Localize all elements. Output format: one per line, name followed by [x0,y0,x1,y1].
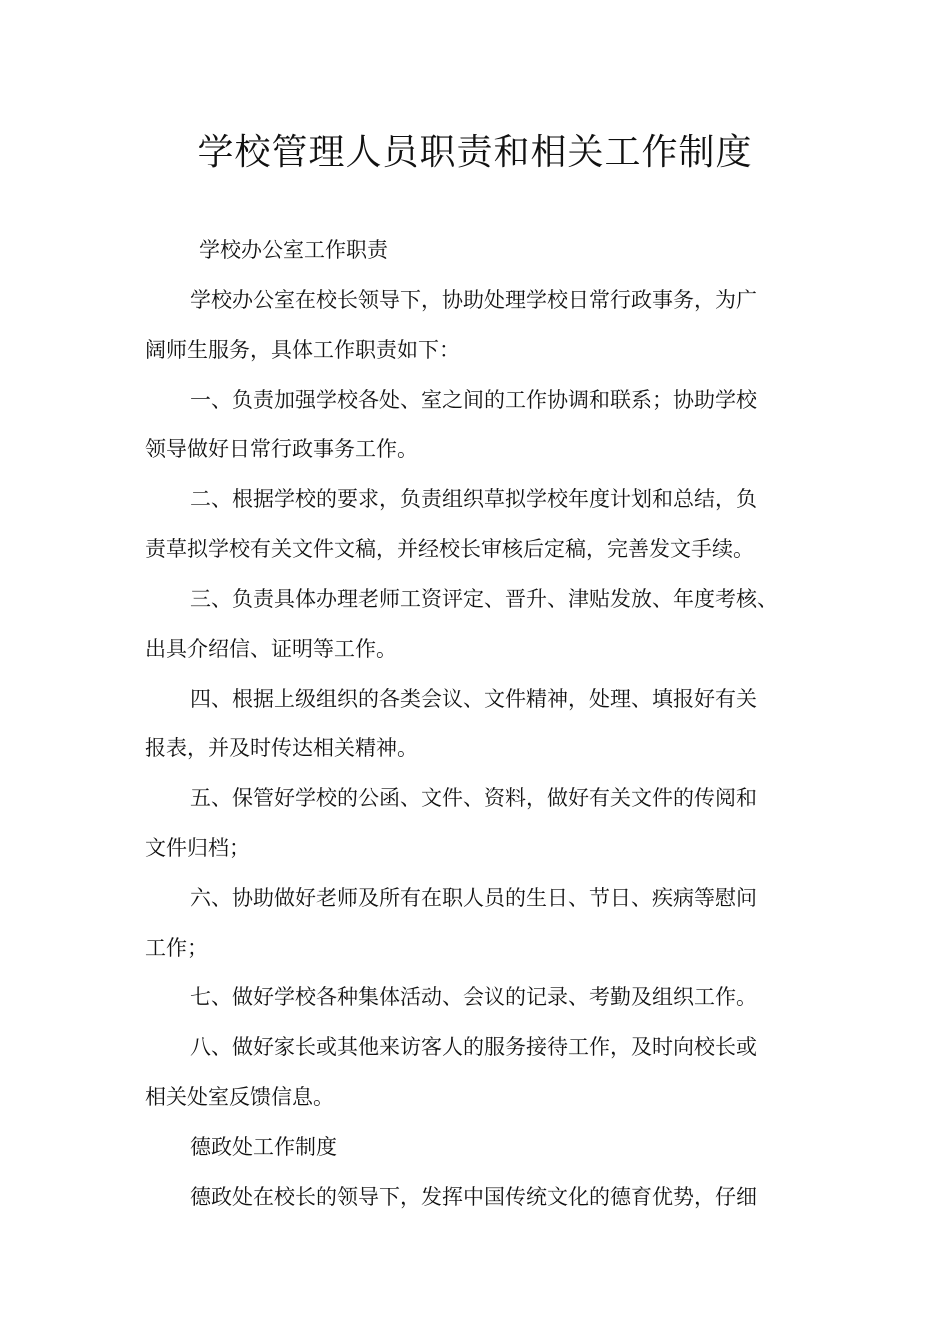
item-2-line-1: 二、根据学校的要求，负责组织草拟学校年度计划和总结，负 [190,487,757,511]
item-7-line-1: 七、做好学校各种集体活动、会议的记录、考勤及组织工作。 [190,985,757,1009]
section-heading-moral-affairs: 德政处工作制度 [190,1135,337,1159]
item-8-line-2: 相关处室反馈信息。 [145,1085,334,1109]
item-3-line-1: 三、负责具体办理老师工资评定、晋升、津贴发放、年度考核、 [190,587,778,611]
intro-line-1: 学校办公室在校长领导下，协助处理学校日常行政事务，为广 [190,288,757,312]
item-1-line-2: 领导做好日常行政事务工作。 [145,437,418,461]
item-1-line-1: 一、负责加强学校各处、室之间的工作协调和联系；协助学校 [190,388,757,412]
document-title: 学校管理人员职责和相关工作制度 [197,132,753,173]
item-5-line-2: 文件归档； [145,836,250,860]
intro-line-2: 阔师生服务，具体工作职责如下： [145,338,460,362]
item-2-line-2: 责草拟学校有关文件文稿，并经校长审核后定稿，完善发文手续。 [145,537,754,561]
item-4-line-2: 报表，并及时传达相关精神。 [145,736,418,760]
item-8-line-1: 八、做好家长或其他来访客人的服务接待工作，及时向校长或 [190,1035,757,1059]
item-5-line-1: 五、保管好学校的公函、文件、资料，做好有关文件的传阅和 [190,786,757,810]
section-heading-office: 学校办公室工作职责 [199,238,388,262]
item-6-line-2: 工作； [145,936,208,960]
item-4-line-1: 四、根据上级组织的各类会议、文件精神，处理、填报好有关 [190,687,757,711]
section2-intro-line-1: 德政处在校长的领导下，发挥中国传统文化的德育优势，仔细 [190,1185,757,1209]
item-6-line-1: 六、协助做好老师及所有在职人员的生日、节日、疾病等慰问 [190,886,757,910]
item-3-line-2: 出具介绍信、证明等工作。 [145,637,397,661]
